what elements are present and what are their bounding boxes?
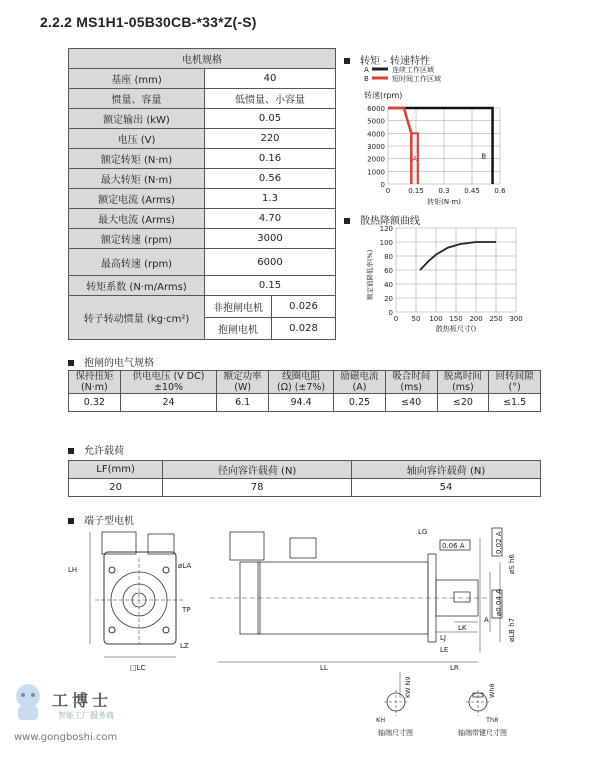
motor-front-view <box>90 532 185 657</box>
y-tick-label: 5000 <box>367 117 385 126</box>
brake-header: 额定功率 (W) <box>217 371 269 394</box>
x-tick-label: 0.6 <box>494 187 506 195</box>
spec-row <box>69 129 336 149</box>
spec-value: 6000 <box>205 249 336 276</box>
y-axis-label: 转速(rpm) <box>364 91 403 100</box>
y-axis-label: 额定值降低率(%) <box>366 249 374 300</box>
label-LK: LK <box>458 624 467 632</box>
spec-row <box>69 209 336 229</box>
brake-value: ≤20 <box>437 394 489 412</box>
load-header: 轴向容许载荷 (N) <box>352 461 541 479</box>
legend-label: 连续工作区域 <box>392 66 434 74</box>
x-tick-label: 100 <box>429 315 443 323</box>
spec-label: 电压 (V) <box>69 129 205 149</box>
spec-value: 0.05 <box>205 109 336 129</box>
x-axis-label: 散热板尺寸() <box>435 325 477 333</box>
spec-row <box>69 249 336 276</box>
load-header: 径向容许载荷 (N) <box>163 461 352 479</box>
spec-value: 4.70 <box>205 209 336 229</box>
label-LZ: LZ <box>180 642 189 650</box>
brake-header: 供电电压 (V DC) ±10% <box>120 371 217 394</box>
brake-value: ≤1.5 <box>489 394 541 412</box>
brake-value: 94.4 <box>269 394 334 412</box>
brake-value: 6.1 <box>217 394 269 412</box>
watermark-slogan: 智能工厂服务商 <box>58 711 114 720</box>
x-tick-label: 0.3 <box>438 187 450 195</box>
label-perp: ø0.04 A <box>495 589 503 616</box>
watermark-brand: 工博士 <box>52 691 113 710</box>
y-tick-label: 2000 <box>367 155 385 164</box>
brake-header: 回转间隙 (°) <box>489 371 541 394</box>
spec-row <box>69 276 336 296</box>
y-tick-label: 0 <box>380 181 385 189</box>
label-LC: □LC <box>130 664 146 672</box>
brake-header: 脱离时间 (ms) <box>437 371 489 394</box>
area-label-b: B <box>481 152 487 161</box>
brake-header: 吸合时间 (ms) <box>385 371 437 394</box>
label-Th8: Th8 <box>486 716 499 724</box>
label-LL: LL <box>320 664 328 672</box>
brake-header: 励磁电流 (A) <box>334 371 386 394</box>
label-KH: KH <box>376 716 386 724</box>
spec-row <box>69 109 336 129</box>
spec-value: 0.16 <box>205 149 336 169</box>
torque-speed-chart <box>350 64 550 214</box>
x-tick-label: 150 <box>449 315 463 323</box>
y-tick-label: 3000 <box>367 143 385 151</box>
label-LA: øLA <box>178 562 192 570</box>
load-heading: 允许载荷 <box>68 442 124 457</box>
shaft-key-detail <box>466 690 490 716</box>
motor-spec-table <box>68 48 336 340</box>
spec-value: 低惯量、小容量 <box>205 89 336 109</box>
spec-label: 额定转速 (rpm) <box>69 229 205 249</box>
brake-header: 保持扭矩 (N·m) <box>69 371 121 394</box>
bullet-icon <box>344 218 350 224</box>
y-tick-label: 6000 <box>367 105 385 113</box>
x-axis-label: 转矩(N·m) <box>427 198 461 206</box>
spec-row <box>69 169 336 189</box>
spec-row <box>69 189 336 209</box>
brake-heading: 抱闸的电气规格 <box>68 354 154 369</box>
y-tick-label: 1000 <box>367 168 385 177</box>
spec-value: 1.3 <box>205 189 336 209</box>
y-tick-label: 0 <box>388 309 393 317</box>
spec-value: 0.15 <box>205 276 336 296</box>
x-tick-label: 250 <box>489 315 503 323</box>
spec-label: 额定输出 (kW) <box>69 109 205 129</box>
x-tick-label: 200 <box>469 315 483 323</box>
y-tick-label: 100 <box>379 239 393 247</box>
brake-value: 0.32 <box>69 394 121 412</box>
spec-value: 220 <box>205 129 336 149</box>
x-tick-label: 0 <box>385 187 391 195</box>
spec-row <box>69 89 336 109</box>
brake-header: 线圈电阻 (Ω) (±7%) <box>269 371 334 394</box>
brake-table <box>68 370 541 412</box>
inertia-label: 转子转动惯量 (kg·cm²) <box>69 296 205 340</box>
label-LR: LR <box>450 664 459 672</box>
spec-label: 惯量、容量 <box>69 89 205 109</box>
y-tick-label: 60 <box>384 267 393 275</box>
load-header: LF(mm) <box>69 461 163 479</box>
spec-value: 3000 <box>205 229 336 249</box>
y-tick-label: 20 <box>384 295 393 303</box>
x-tick-label: 0 <box>393 315 399 323</box>
y-tick-label: 40 <box>384 281 393 289</box>
inertia-sub1-label: 非抱闸电机 <box>205 296 272 318</box>
label-Wh8: Wh8 <box>488 683 496 698</box>
load-table <box>68 460 541 497</box>
spec-row <box>69 229 336 249</box>
x-tick-label: 0.15 <box>408 187 424 195</box>
inertia-sub2-value: 0.028 <box>272 318 336 340</box>
legend-key: B <box>364 75 369 83</box>
bullet-icon <box>68 448 74 454</box>
x-tick-label: 300 <box>509 315 523 323</box>
bullet-icon <box>68 360 74 366</box>
label-KW: KW N9 <box>404 676 412 698</box>
spec-label: 最大转矩 (N·m) <box>69 169 205 189</box>
label-runout: 0.06 A <box>442 542 465 550</box>
y-tick-label: 120 <box>379 225 393 233</box>
legend-label: 短时间工作区域 <box>392 75 441 83</box>
label-LG: LG <box>418 528 428 536</box>
label-conc: 0.02 A <box>495 531 503 554</box>
area-label-a: A <box>412 155 418 164</box>
label-LB: øLB h7 <box>508 617 516 642</box>
spec-label: 最大电流 (Arms) <box>69 209 205 229</box>
label-LJ: LJ <box>440 634 446 642</box>
spec-row <box>69 149 336 169</box>
watermark-logo <box>8 680 148 750</box>
caption-shaft-end: 轴端尺寸图 <box>378 729 413 737</box>
brake-value: 24 <box>120 394 217 412</box>
label-LE: LE <box>440 646 449 654</box>
spec-label: 最高转速 (rpm) <box>69 249 205 276</box>
spec-header: 电机规格 <box>69 49 336 69</box>
torque-speed-heading: 转矩 - 转速特性 <box>344 52 430 67</box>
label-A: A <box>484 616 489 624</box>
robot-mascot-icon <box>8 680 48 724</box>
spec-label: 基座 (mm) <box>69 69 205 89</box>
load-value: 20 <box>69 479 163 497</box>
y-tick-label: 80 <box>384 253 393 261</box>
page-title: 2.2.2 MS1H1-05B30CB-*33*Z(-S) <box>40 14 257 30</box>
inertia-sub1-value: 0.026 <box>272 296 336 318</box>
brake-value: ≤40 <box>385 394 437 412</box>
spec-row <box>69 69 336 89</box>
x-tick-label: 50 <box>411 315 421 323</box>
spec-label: 额定电流 (Arms) <box>69 189 205 209</box>
watermark-url: www.gongboshi.com <box>14 732 118 743</box>
spec-label: 额定转矩 (N·m) <box>69 149 205 169</box>
y-tick-label: 4000 <box>367 130 385 139</box>
spec-value: 0.56 <box>205 169 336 189</box>
brake-value: 0.25 <box>334 394 386 412</box>
load-value: 78 <box>163 479 352 497</box>
label-LH: LH <box>68 566 78 574</box>
x-tick-label: 0.45 <box>464 187 480 195</box>
load-value: 54 <box>352 479 541 497</box>
derating-chart <box>360 222 550 337</box>
terminal-heading: 端子型电机 <box>68 512 134 527</box>
spec-value: 40 <box>205 69 336 89</box>
inertia-sub2-label: 抱闸电机 <box>205 318 272 340</box>
label-TP: TP <box>182 606 191 614</box>
legend-key: A <box>364 66 369 74</box>
derating-heading: 散热降额曲线 <box>344 212 420 227</box>
spec-label: 转矩系数 (N·m/Arms) <box>69 276 205 296</box>
label-S: øS h6 <box>508 554 516 574</box>
caption-shaft-key: 轴端带键尺寸图 <box>458 729 507 737</box>
